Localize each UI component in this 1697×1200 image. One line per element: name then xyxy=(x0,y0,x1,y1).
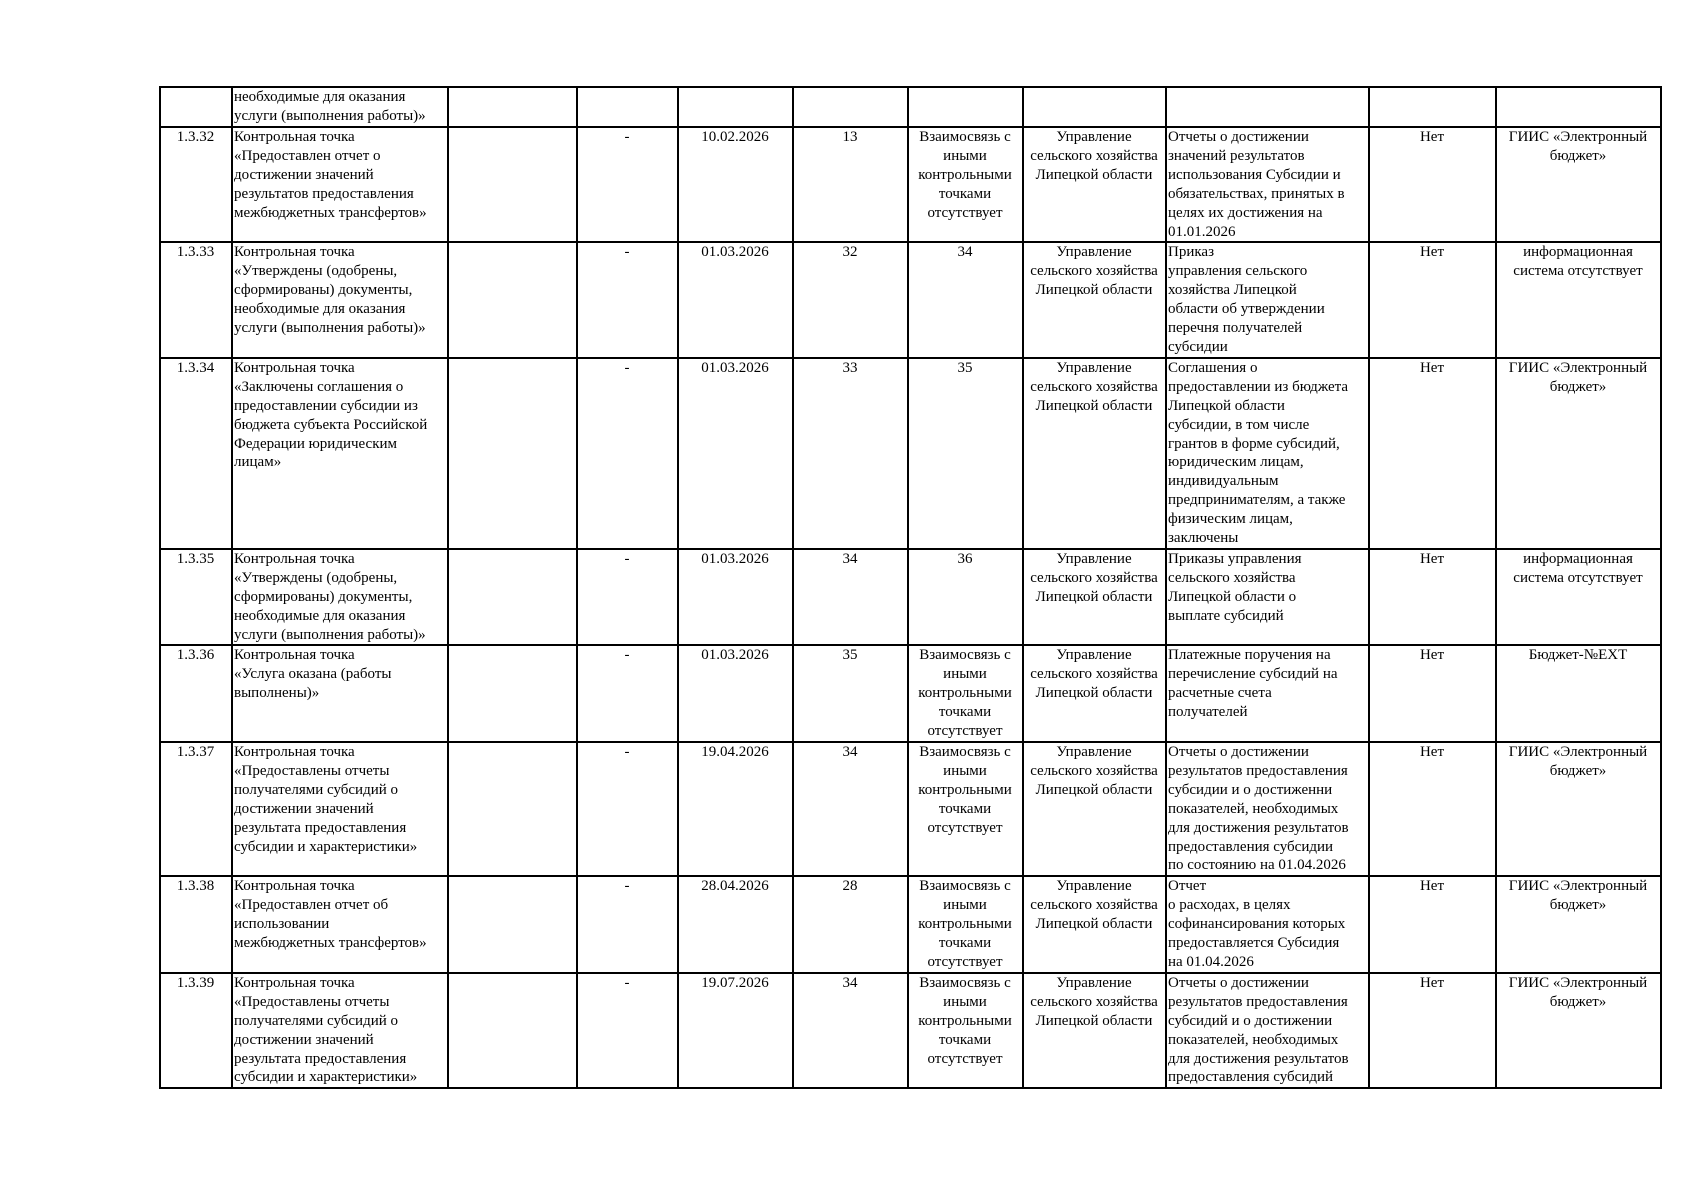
cell-system xyxy=(1496,87,1661,127)
table-row xyxy=(160,127,1661,242)
cell-doc: Платежные поручения на перечисление субсидий на расчетные счета получателей xyxy=(1166,645,1369,742)
cell-prev: 13 xyxy=(793,127,908,242)
cell-date: 01.03.2026 xyxy=(678,645,793,742)
cell-resp: Управление сельского хозяйства Липецкой области xyxy=(1023,973,1166,1088)
cell-name: Контрольная точка «Утверждены (одобрены, сформированы) документы, необходимые для оказания услуги (выполнения работы)» xyxy=(232,549,448,646)
cell-dash xyxy=(577,87,678,127)
cell-doc: Приказ управления сельского хозяйства Липецкой области об утверждении перечня получателей субсидии xyxy=(1166,242,1369,357)
cell-name: Контрольная точка «Заключены соглашения о предоставлении субсидии из бюджета субъекта Российской Федерации юридическим лицам» xyxy=(232,358,448,549)
cell-resp: Управление сельского хозяйства Липецкой области xyxy=(1023,549,1166,646)
cell-dash: - xyxy=(577,242,678,357)
cell-num: 1.3.37 xyxy=(160,742,232,876)
cell-col3 xyxy=(448,549,577,646)
cell-resp: Управление сельского хозяйства Липецкой области xyxy=(1023,645,1166,742)
cell-flag xyxy=(1369,87,1496,127)
cell-num: 1.3.39 xyxy=(160,973,232,1088)
cell-col3 xyxy=(448,645,577,742)
cell-num xyxy=(160,87,232,127)
cell-date: 28.04.2026 xyxy=(678,876,793,973)
cell-flag: Нет xyxy=(1369,242,1496,357)
cell-dash: - xyxy=(577,549,678,646)
cell-prev: 35 xyxy=(793,645,908,742)
cell-next: 36 xyxy=(908,549,1023,646)
cell-num: 1.3.33 xyxy=(160,242,232,357)
cell-resp: Управление сельского хозяйства Липецкой области xyxy=(1023,876,1166,973)
cell-col3 xyxy=(448,358,577,549)
cell-resp: Управление сельского хозяйства Липецкой области xyxy=(1023,242,1166,357)
cell-doc: Отчет о расходах, в целях софинансирования которых предоставляется Субсидия на 01.04.2026 xyxy=(1166,876,1369,973)
cell-name: Контрольная точка «Предоставлен отчет о достижении значений результатов предоставления межбюджетных трансфертов» xyxy=(232,127,448,242)
cell-name: Контрольная точка «Предоставлен отчет об использовании межбюджетных трансфертов» xyxy=(232,876,448,973)
cell-date: 19.07.2026 xyxy=(678,973,793,1088)
cell-flag: Нет xyxy=(1369,876,1496,973)
cell-col3 xyxy=(448,127,577,242)
cell-col3 xyxy=(448,876,577,973)
cell-prev: 34 xyxy=(793,549,908,646)
cell-num: 1.3.38 xyxy=(160,876,232,973)
cell-resp: Управление сельского хозяйства Липецкой области xyxy=(1023,358,1166,549)
cell-name: Контрольная точка «Услуга оказана (работы выполнены)» xyxy=(232,645,448,742)
document-page xyxy=(159,86,1662,1089)
cell-dash: - xyxy=(577,973,678,1088)
cell-resp xyxy=(1023,87,1166,127)
cell-system: ГИИС «Электронный бюджет» xyxy=(1496,742,1661,876)
cell-prev xyxy=(793,87,908,127)
table-row xyxy=(160,358,1661,549)
cell-system: ГИИС «Электронный бюджет» xyxy=(1496,876,1661,973)
cell-prev: 34 xyxy=(793,973,908,1088)
cell-col3 xyxy=(448,242,577,357)
cell-flag: Нет xyxy=(1369,127,1496,242)
cell-flag: Нет xyxy=(1369,358,1496,549)
cell-date: 10.02.2026 xyxy=(678,127,793,242)
cell-name: необходимые для оказания услуги (выполнения работы)» xyxy=(232,87,448,127)
cell-col3 xyxy=(448,973,577,1088)
cell-dash: - xyxy=(577,742,678,876)
cell-num: 1.3.35 xyxy=(160,549,232,646)
control-points-table xyxy=(159,86,1662,1089)
table-row xyxy=(160,242,1661,357)
cell-date: 01.03.2026 xyxy=(678,242,793,357)
cell-doc: Отчеты о достижении результатов предоставления субсидии и о достиженни показателей, необходимых для достижения результатов предоставления субсидии по состоянию на 01.04.2026 xyxy=(1166,742,1369,876)
cell-col3 xyxy=(448,742,577,876)
cell-doc: Отчеты о достижении значений результатов использования Субсидии и обязательствах, принятых в целях их достижения на 01.01.2026 xyxy=(1166,127,1369,242)
cell-doc: Соглашения о предоставлении из бюджета Липецкой области субсидии, в том числе грантов в форме субсидий, юридическим лицам, индивидуальным предпринимателям, а также физическим лицам, заключены xyxy=(1166,358,1369,549)
cell-system: информационная система отсутствует xyxy=(1496,242,1661,357)
cell-next: Взаимосвязь с иными контрольными точками отсутствует xyxy=(908,645,1023,742)
table-row xyxy=(160,973,1661,1088)
cell-doc xyxy=(1166,87,1369,127)
cell-col3 xyxy=(448,87,577,127)
table-row-continuation xyxy=(160,87,1661,127)
cell-name: Контрольная точка «Предоставлены отчеты получателями субсидий о достижении значений результата предоставления субсидии и характеристики» xyxy=(232,973,448,1088)
cell-flag: Нет xyxy=(1369,973,1496,1088)
cell-date: 01.03.2026 xyxy=(678,358,793,549)
cell-prev: 34 xyxy=(793,742,908,876)
cell-flag: Нет xyxy=(1369,549,1496,646)
cell-date xyxy=(678,87,793,127)
cell-name: Контрольная точка «Предоставлены отчеты получателями субсидий о достижении значений результата предоставления субсидии и характеристики» xyxy=(232,742,448,876)
cell-next: Взаимосвязь с иными контрольными точками отсутствует xyxy=(908,742,1023,876)
table-body xyxy=(160,87,1661,1088)
cell-next: Взаимосвязь с иными контрольными точками отсутствует xyxy=(908,127,1023,242)
cell-system: Бюджет-№ЕХТ xyxy=(1496,645,1661,742)
cell-next: Взаимосвязь с иными контрольными точками отсутствует xyxy=(908,973,1023,1088)
cell-resp: Управление сельского хозяйства Липецкой области xyxy=(1023,127,1166,242)
cell-system: ГИИС «Электронный бюджет» xyxy=(1496,358,1661,549)
cell-num: 1.3.34 xyxy=(160,358,232,549)
cell-doc: Отчеты о достижении результатов предоставления субсидий и о достижении показателей, необходимых для достижения результатов предоставления субсидий xyxy=(1166,973,1369,1088)
table-row xyxy=(160,742,1661,876)
cell-prev: 32 xyxy=(793,242,908,357)
table-row xyxy=(160,549,1661,646)
cell-date: 19.04.2026 xyxy=(678,742,793,876)
cell-next: Взаимосвязь с иными контрольными точками отсутствует xyxy=(908,876,1023,973)
cell-prev: 33 xyxy=(793,358,908,549)
cell-dash: - xyxy=(577,876,678,973)
cell-system: информационная система отсутствует xyxy=(1496,549,1661,646)
cell-flag: Нет xyxy=(1369,742,1496,876)
cell-prev: 28 xyxy=(793,876,908,973)
cell-next: 35 xyxy=(908,358,1023,549)
table-row xyxy=(160,876,1661,973)
cell-dash: - xyxy=(577,358,678,549)
cell-num: 1.3.32 xyxy=(160,127,232,242)
cell-date: 01.03.2026 xyxy=(678,549,793,646)
cell-next xyxy=(908,87,1023,127)
cell-num: 1.3.36 xyxy=(160,645,232,742)
cell-next: 34 xyxy=(908,242,1023,357)
cell-system: ГИИС «Электронный бюджет» xyxy=(1496,973,1661,1088)
cell-system: ГИИС «Электронный бюджет» xyxy=(1496,127,1661,242)
cell-name: Контрольная точка «Утверждены (одобрены, сформированы) документы, необходимые для оказания услуги (выполнения работы)» xyxy=(232,242,448,357)
cell-resp: Управление сельского хозяйства Липецкой области xyxy=(1023,742,1166,876)
cell-doc: Приказы управления сельского хозяйства Липецкой области о выплате субсидий xyxy=(1166,549,1369,646)
cell-dash: - xyxy=(577,127,678,242)
table-row xyxy=(160,645,1661,742)
cell-flag: Нет xyxy=(1369,645,1496,742)
cell-dash: - xyxy=(577,645,678,742)
